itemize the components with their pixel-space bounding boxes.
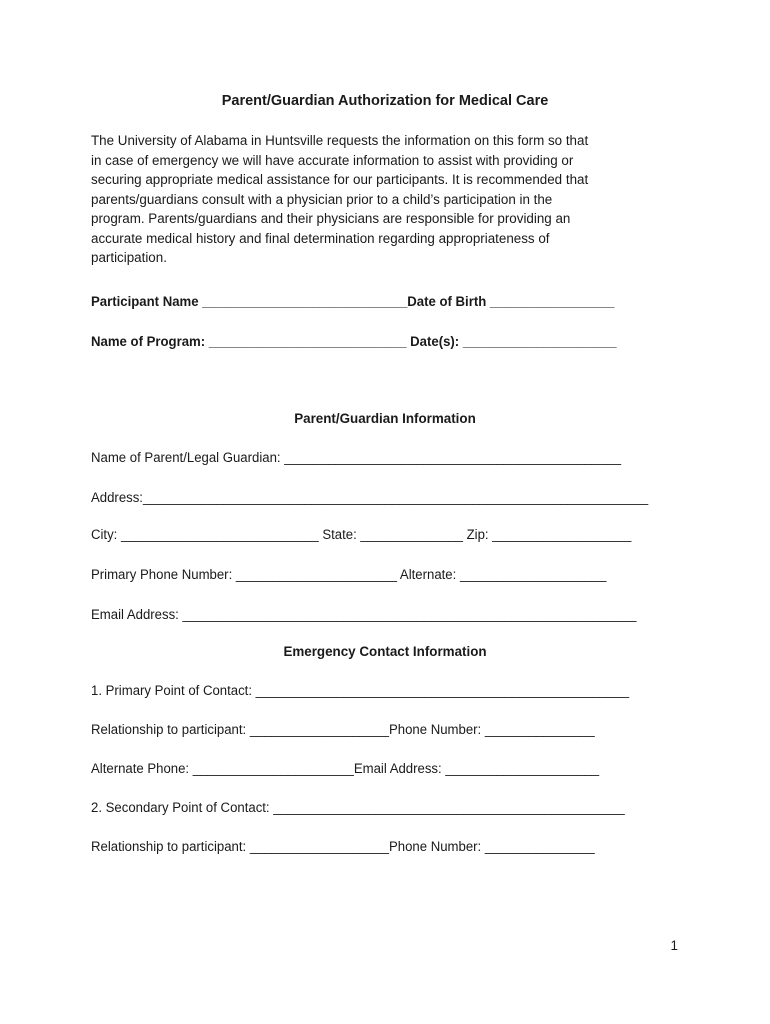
guardian-name-field[interactable]: Name of Parent/Legal Guardian: ______________________________________________: [91, 450, 622, 465]
intro-line: participation.: [91, 250, 167, 265]
intro-line: in case of emergency we will have accurate information to assist with providing or: [91, 152, 574, 168]
intro-line: securing appropriate medical assistance for our participants. It is recommended that: [91, 172, 589, 187]
address-field[interactable]: Address:_____________________________________________________________________: [91, 490, 649, 505]
emergency-section-heading: Emergency Contact Information: [283, 644, 487, 659]
intro-line: program. Parents/guardians and their physicians are responsible for providing an: [91, 211, 571, 226]
program-name-field[interactable]: Name of Program: ___________________________ Date(s): _____________________: [91, 334, 617, 349]
secondary-relationship-field[interactable]: Relationship to participant: ___________________Phone Number: _______________: [91, 839, 595, 854]
email-field[interactable]: Email Address: ______________________________________________________________: [91, 607, 637, 622]
secondary-contact-field[interactable]: 2. Secondary Point of Contact: ________________________________________________: [91, 800, 625, 815]
alternate-phone-field[interactable]: Alternate Phone: ______________________Email Address: _____________________: [91, 761, 600, 776]
participant-name-field[interactable]: Participant Name ____________________________Date of Birth _________________: [91, 294, 615, 309]
primary-contact-field[interactable]: 1. Primary Point of Contact: ___________________________________________________: [91, 683, 630, 698]
phone-field[interactable]: Primary Phone Number: ______________________ Alternate: ____________________: [91, 567, 607, 582]
page-number: 1: [670, 938, 678, 953]
parent-section-heading: Parent/Guardian Information: [294, 411, 476, 426]
intro-line: accurate medical history and final determination regarding appropriateness of: [91, 230, 550, 246]
form-title: Parent/Guardian Authorization for Medical Care: [221, 93, 549, 109]
intro-line: The University of Alabama in Huntsville requests the information on this form so that: [91, 133, 589, 148]
city-state-zip-field[interactable]: City: ___________________________ State: ______________ Zip: ___________________: [91, 527, 632, 542]
intro-paragraph: [91, 131, 691, 268]
primary-relationship-field[interactable]: Relationship to participant: ___________________Phone Number: _______________: [91, 722, 595, 737]
intro-line: parents/guardians consult with a physician prior to a child’s participation in the: [91, 191, 553, 207]
